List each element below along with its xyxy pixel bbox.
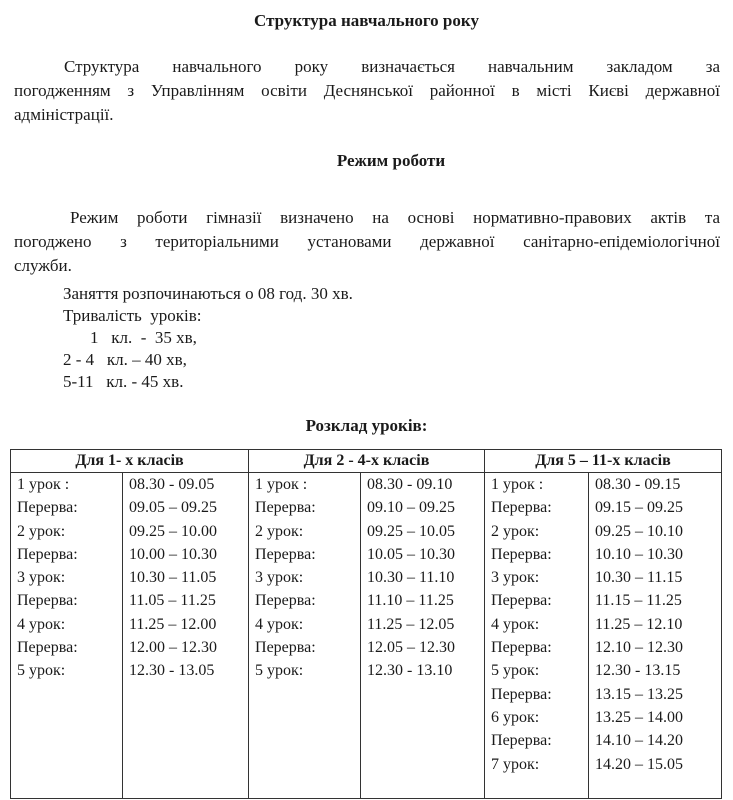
lesson-label: 6 урок: bbox=[491, 708, 540, 726]
duration-item: 5-11 кл. - 45 хв. bbox=[63, 372, 184, 391]
schedule-table bbox=[10, 449, 722, 799]
lesson-time: 09.05 – 09.25 bbox=[129, 499, 217, 517]
lesson-labels-grade-2-4 bbox=[249, 473, 361, 799]
lesson-time: 13.15 – 13.25 bbox=[595, 685, 684, 703]
regime-line: Режим роботи гімназії визначено на основі нормативно-правових актів та bbox=[70, 208, 720, 227]
regime-line: погоджено з територіальними установами державної санітарно-епідеміологічної bbox=[14, 232, 720, 251]
duration-item: 2 - 4 кл. – 40 хв, bbox=[63, 350, 187, 369]
lesson-label: 5 урок: bbox=[255, 662, 304, 680]
lesson-label: 2 урок: bbox=[491, 522, 540, 540]
lesson-time: 09.25 – 10.10 bbox=[595, 522, 684, 540]
column-header-grade-1: Для 1- х класів bbox=[11, 450, 249, 473]
lesson-time: 11.10 – 11.25 bbox=[367, 592, 454, 610]
lesson-label: 1 урок : bbox=[255, 476, 308, 493]
lesson-time: 10.30 – 11.05 bbox=[129, 569, 217, 587]
lesson-label: 3 урок: bbox=[17, 569, 66, 587]
lesson-time: 12.00 – 12.30 bbox=[129, 639, 217, 657]
lesson-label: Перерва: bbox=[491, 639, 552, 657]
lesson-label: Перерва: bbox=[255, 592, 316, 610]
lesson-time: 08.30 - 09.10 bbox=[367, 476, 453, 493]
regime-line: служби. bbox=[14, 256, 72, 275]
lesson-time: 11.15 – 11.25 bbox=[595, 592, 682, 610]
lesson-label: Перерва: bbox=[491, 732, 552, 750]
lesson-label: Перерва: bbox=[255, 499, 316, 517]
lesson-labels-grade-5-11 bbox=[485, 473, 589, 799]
lesson-time: 11.25 – 12.10 bbox=[595, 615, 683, 633]
lesson-label: Перерва: bbox=[255, 545, 316, 563]
lesson-label: 2 урок: bbox=[255, 522, 304, 540]
lesson-label: Перерва: bbox=[17, 545, 78, 563]
lesson-time: 11.05 – 11.25 bbox=[129, 592, 216, 610]
page-title: Структура навчального року bbox=[254, 11, 479, 30]
lesson-label: Перерва: bbox=[491, 545, 552, 563]
start-time-text: Заняття розпочинаються о 08 год. 30 хв. bbox=[63, 284, 353, 303]
lesson-label: Перерва: bbox=[17, 592, 78, 610]
lesson-time: 12.10 – 12.30 bbox=[595, 639, 684, 657]
lesson-label: 2 урок: bbox=[17, 522, 66, 540]
lesson-time: 11.25 – 12.00 bbox=[129, 615, 217, 633]
lesson-label: 5 урок: bbox=[491, 662, 540, 680]
lesson-label: 4 урок: bbox=[17, 615, 66, 633]
lesson-label: Перерва: bbox=[17, 499, 78, 517]
lesson-time: 13.25 – 14.00 bbox=[595, 708, 684, 726]
column-header-grade-5-11: Для 5 – 11-х класів bbox=[485, 450, 722, 473]
schedule-title: Розклад уроків: bbox=[305, 416, 428, 435]
regime-title: Режим роботи bbox=[336, 151, 446, 170]
intro-paragraph bbox=[14, 55, 720, 127]
intro-line: адміністрації. bbox=[14, 105, 114, 124]
lesson-label: Перерва: bbox=[491, 685, 552, 703]
lesson-time: 08.30 - 09.15 bbox=[595, 476, 681, 493]
lesson-time: 10.00 – 10.30 bbox=[129, 545, 217, 563]
lesson-time: 12.30 - 13.15 bbox=[595, 662, 681, 680]
lesson-time: 14.10 – 14.20 bbox=[595, 732, 684, 750]
lesson-label: Перерва: bbox=[491, 592, 552, 610]
lesson-times-grade-2-4 bbox=[361, 473, 485, 799]
lesson-time: 10.30 – 11.10 bbox=[367, 569, 455, 587]
lesson-time: 12.30 - 13.05 bbox=[129, 662, 215, 680]
lesson-times-grade-5-11 bbox=[589, 473, 722, 799]
lesson-labels-grade-1 bbox=[11, 473, 123, 799]
lesson-label: Перерва: bbox=[17, 639, 78, 657]
lesson-times-grade-1 bbox=[123, 473, 249, 799]
lesson-time: 09.15 – 09.25 bbox=[595, 499, 684, 517]
regime-paragraph bbox=[14, 206, 720, 278]
lesson-time: 10.10 – 10.30 bbox=[595, 545, 684, 563]
lesson-label: 5 урок: bbox=[17, 662, 66, 680]
duration-label: Тривалість уроків: bbox=[63, 306, 202, 325]
lesson-time: 12.05 – 12.30 bbox=[367, 639, 456, 657]
lesson-label: 4 урок: bbox=[255, 615, 304, 633]
lesson-time: 10.05 – 10.30 bbox=[367, 545, 456, 563]
lesson-label: 1 урок : bbox=[17, 476, 70, 493]
lesson-time: 10.30 – 11.15 bbox=[595, 569, 683, 587]
intro-line: Структура навчального року визначається навчальним закладом за bbox=[64, 57, 720, 76]
lesson-time: 11.25 – 12.05 bbox=[367, 615, 455, 633]
lesson-label: Перерва: bbox=[255, 639, 316, 657]
lesson-time: 08.30 - 09.05 bbox=[129, 476, 215, 493]
intro-line: погодженням з Управлінням освіти Деснянської районної в місті Києві державної bbox=[14, 81, 720, 100]
lesson-time: 09.10 – 09.25 bbox=[367, 499, 456, 517]
lesson-time: 12.30 - 13.10 bbox=[367, 662, 453, 680]
lesson-label: 4 урок: bbox=[491, 615, 540, 633]
lesson-label: 3 урок: bbox=[491, 569, 540, 587]
lesson-label: 1 урок : bbox=[491, 476, 544, 493]
lesson-time: 09.25 – 10.00 bbox=[129, 522, 217, 540]
lesson-time: 14.20 – 15.05 bbox=[595, 755, 684, 773]
duration-item: 1 кл. - 35 хв, bbox=[90, 328, 197, 347]
lesson-label: Перерва: bbox=[491, 499, 552, 517]
lesson-label: 7 урок: bbox=[491, 755, 540, 773]
lesson-label: 3 урок: bbox=[255, 569, 304, 587]
column-header-grade-2-4: Для 2 - 4-х класів bbox=[249, 450, 485, 473]
lesson-time: 09.25 – 10.05 bbox=[367, 522, 456, 540]
